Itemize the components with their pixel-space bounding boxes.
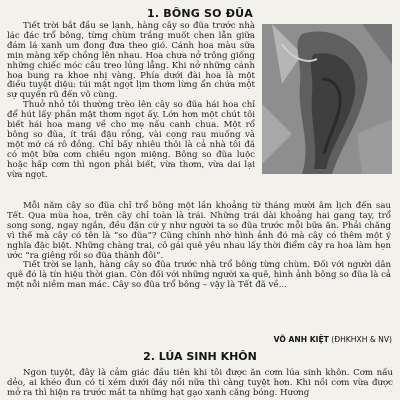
author-name: VÕ ANH KIỆT: [273, 335, 329, 344]
paragraph: Mỗi năm cây so đũa chỉ trổ bông một lần khoảng từ tháng mười âm lịch đến sau Tết. Qua mùa hoa, trên cây chỉ toàn là trái. Những trái dài khoảng hai gang tay, trổ song song, ngay ngắn, đều đặn cứ y như người ta so đũa trước mỗi bữa ăn. Phải chăng vì thế mà cây có tên là “so đũa”? Cũng chính nhờ hình ảnh đó mà cây có thêm một ý nghĩa đặc biệt. Những chàng trai, cô gái quê yêu nhau lấy thời điểm cây ra hoa làm hẹn ước “ra giêng rồi so đũa thành đôi”.: [7, 201, 391, 261]
article-title: 2. LÚA SINH KHÔN: [143, 350, 257, 363]
article-body-wide: [7, 202, 391, 291]
article-body-bottom: [7, 369, 393, 399]
paragraph: Tiết trời bắt đầu se lạnh, hàng cây so đũa trước nhà lác đác trổ bông, từng chùm trắng muốt chen lẫn giữa đám lá xanh um đong đưa theo gió. Cánh hoa màu sữa mịn màng xếp chồng lên nhau. Hoa chưa nở trông giống những chiếc móc câu treo lủng lẳng. Khi nở những cánh hoa bung ra khoe nhị vàng. Phía dưới đài hoa là một điều tuyệt diệu: túi mật ngọt lịm thơm lừng ẩn chứa một sự quyến rũ đến vô cùng.: [7, 21, 255, 101]
article-body-top: [7, 22, 255, 181]
paragraph: Ngon tuyệt, đây là cảm giác đầu tiên khi tôi được ăn cơm lúa sinh khôn. Cơm nấu dẻo, ai khéo đun có tí xém dưới đáy nồi nữa thì càng tuyệt hơn. Khi nồi cơm vừa được mở ra thì hiện ra trước mắt ta những hạt gạo xanh căng bóng. Hương: [7, 368, 393, 398]
flower-illustration: [262, 24, 392, 174]
paragraph: Thuở nhỏ tôi thường trèo lên cây so đũa hái hoa chỉ để hút lấy phần mật thơm ngọt ấy. Lớn hơn một chút tôi biết hái hoa mang về cho mẹ nấu canh chua. Một rổ bông so đũa, ít trái đậu rồng, vài cọng rau muống và một mớ cá rô đồng. Chỉ bấy nhiêu thôi là cả nhà tôi đã có một bữa cơm chiều ngon miệng. Bông so đũa luộc hoặc hấp cơm thì ngon phải biết, vừa thơm, vừa dai lại vừa ngọt.: [7, 100, 255, 180]
article-title: 1. BÔNG SO ĐŨA: [146, 7, 254, 20]
paragraph: Tiết trời se lạnh, hàng cây so đũa trước nhà trổ bông từng chùm. Đối với người dân quê đó là tín hiệu thời gian. Còn đối với những người xa quê, hình ảnh bông so đũa là cả một nỗi niềm man mác. Cây so đũa trổ bông – vậy là Tết đã về...: [7, 260, 391, 291]
so-dua-flower-photo: [262, 24, 392, 174]
author-signature: [274, 335, 392, 344]
author-affiliation: (ĐHKHXH & NV): [331, 335, 392, 344]
